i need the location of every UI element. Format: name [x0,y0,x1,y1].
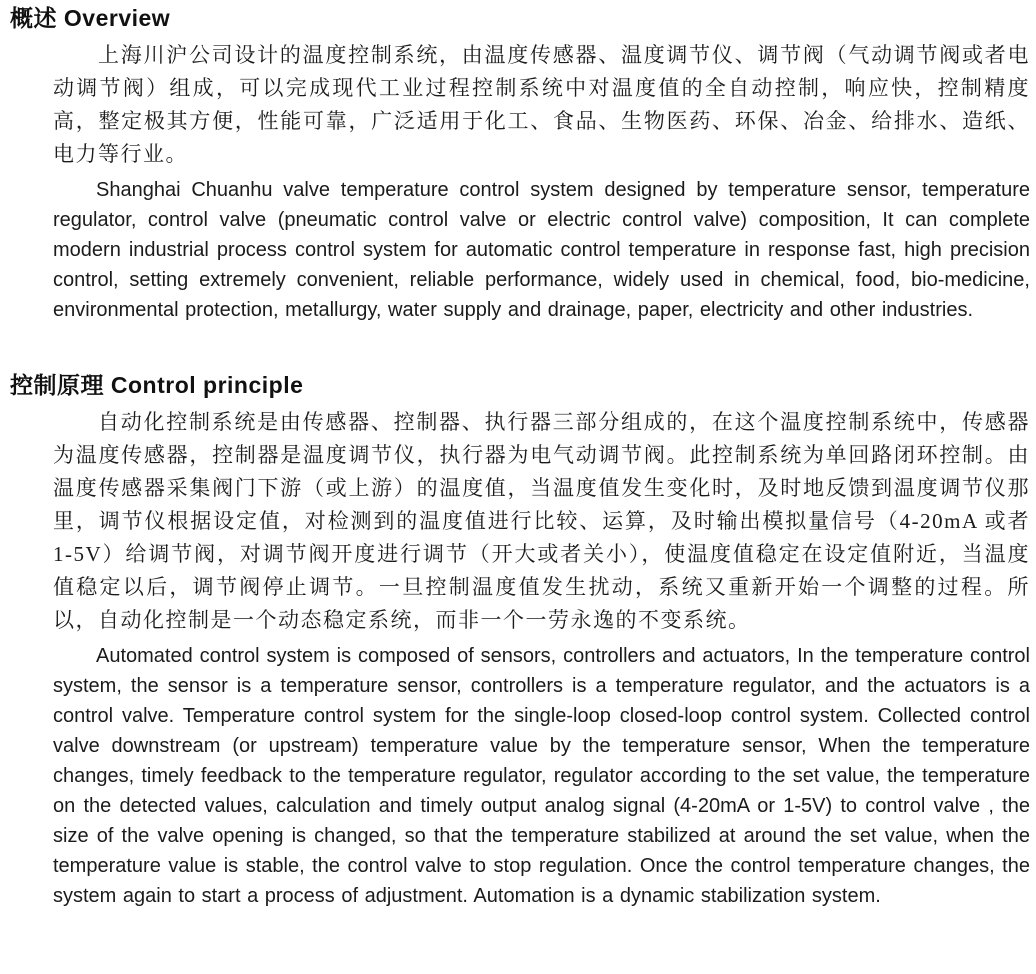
control-principle-section-heading: 控制原理 Control principle [10,372,304,398]
control-principle-paragraph-english: Automated control system is composed of sensors, controllers and actuators, In the temperature control system, the sensor is a temperature sensor, controllers is a temperature regulator, and the actuators is a control valve. Temperature control system for the single-loop closed-loop control system. Collected control valve downstream (or upstream) temperature value by the temperature sensor, When the temperature changes, timely feedback to the temperature regulator, regulator according to the set value, the temperature on the detected values, calculation and timely output analog signal (4-20mA or 1-5V) to control valve , the size of the valve opening is changed, so that the temperature stabilized at around the set value, when the temperature value is stable, the control valve to stop regulation. Once the control temperature changes, the system again to start a process of adjustment. Automation is a dynamic stabilization system. [53,645,1030,907]
overview-paragraph-chinese: 上海川沪公司设计的温度控制系统，由温度传感器、温度调节仪、调节阀（气动调节阀或者电动调节阀）组成，可以完成现代工业过程控制系统中对温度值的全自动控制，响应快，控制精度高，整定极其方便，性能可靠，广泛适用于化工、食品、生物医药、环保、冶金、给排水、造纸、电力等行业。 [53,43,1030,166]
overview-section-heading: 概述 Overview [10,5,171,31]
control-principle-paragraph-chinese: 自动化控制系统是由传感器、控制器、执行器三部分组成的，在这个温度控制系统中，传感器为温度传感器，控制器是温度调节仪，执行器为电气动调节阀。此控制系统为单回路闭环控制。由温度传感器采集阀门下游（或上游）的温度值，当温度值发生变化时，及时地反馈到温度调节仪那里，调节仪根据设定值，对检测到的温度值进行比较、运算，及时输出模拟量信号（4-20mA 或者 1-5V）给调节阀，对调节阀开度进行调节（开大或者关小），使温度值稳定在设定值附近，当温度值稳定以后，调节阀停止调节。一旦控制温度值发生扰动，系统又重新开始一个调整的过程。所以，自动化控制是一个动态稳定系统，而非一个一劳永逸的不变系统。 [53,410,1030,632]
overview-paragraph-english: Shanghai Chuanhu valve temperature control system designed by temperature sensor, temperature regulator, control valve (pneumatic control valve or electric control valve) composition, It can complete modern industrial process control system for automatic control temperature in response fast, high precision control, setting extremely convenient, reliable performance, widely used in chemical, food, bio-medicine, environmental protection, metallurgy, water supply and drainage, paper, electricity and other industries. [53,179,1030,321]
overview-section [10,3,1030,325]
control-principle-section [10,370,1030,911]
